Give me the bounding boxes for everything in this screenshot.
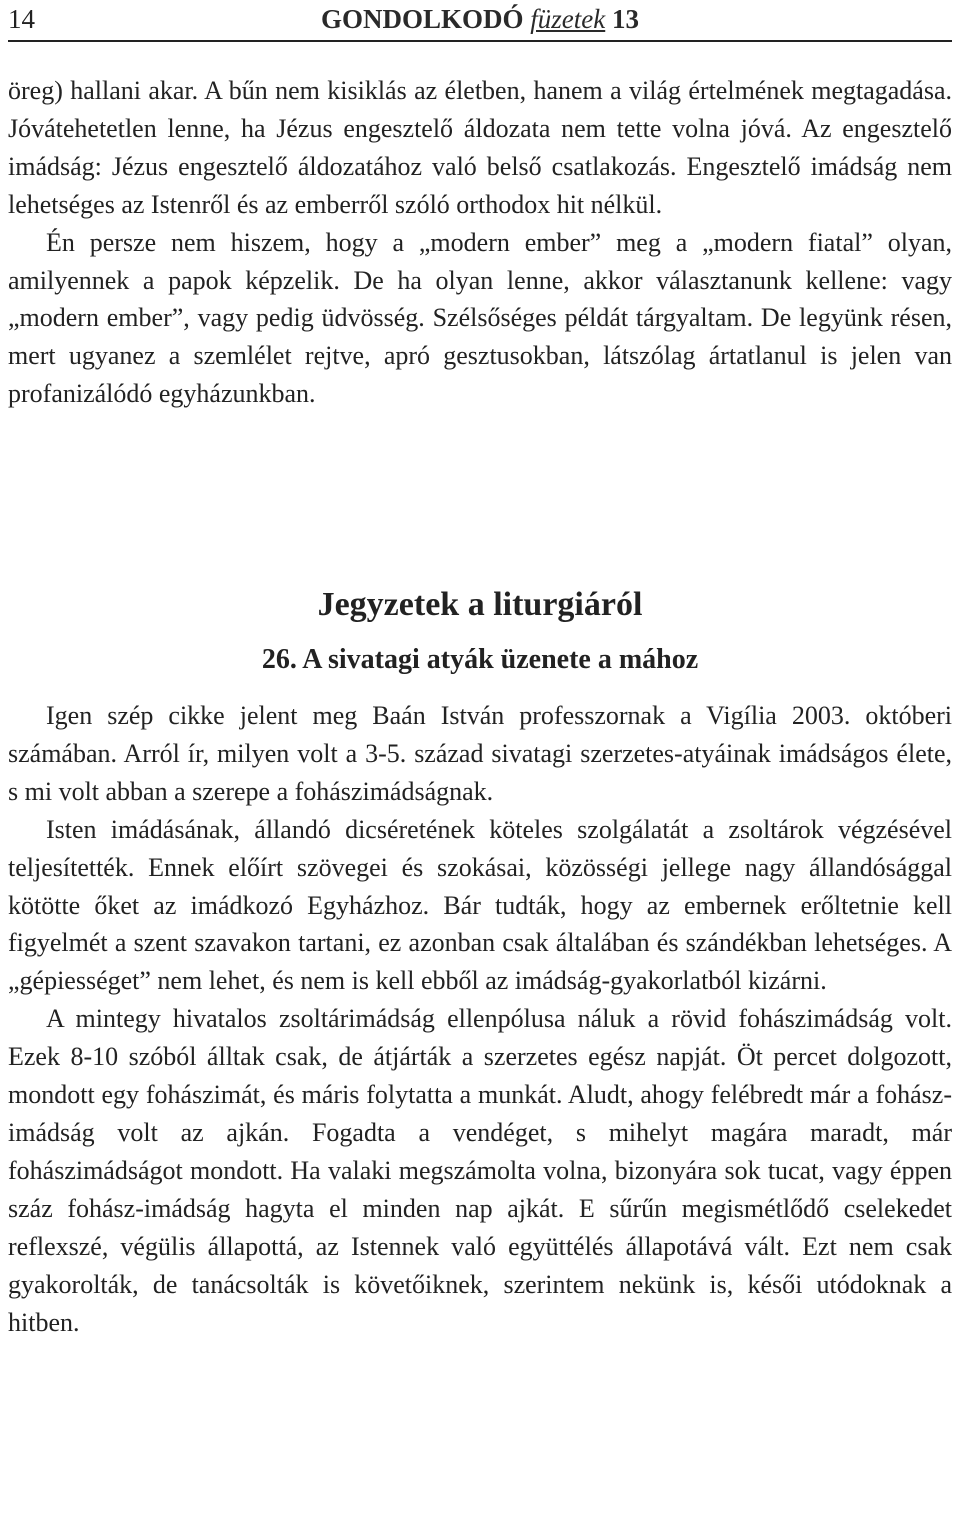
- paragraph: A mintegy hivatalos zsoltárimádság ellenpólusa náluk a rövid fohászimádság volt. Ezek 8-10 szóból álltak csak, de átjárták a szerzetes egész napját. Öt percet dolgozott, mondott egy fohászimát, és máris folytatta a munkát. Aludt, ahogy felébredt már a fohász-imádság volt az ajkán. Fogadta a vendéget, s mihelyt magára maradt, már fohászimádságot mondott. Ha valaki megszámolta volna, bizonyára sok tucat, vagy éppen száz fohász-imádság hagyta el minden nap ajkát. E sűrűn megismétlődő cselekedet reflexszé, végülis állapottá, az Istennek való együttélés állapotává vált. Ezt nem csak gyakorolták, de tanácsolták is követőiknek, szerintem nekünk is, késői utódoknak a hitben.: [8, 1004, 952, 1337]
- paragraph: Én persze nem hiszem, hogy a „modern ember” meg a „modern fiatal” olyan, amilyennek a papok képzelik. De ha olyan lenne, akkor választanunk kellene: vagy „modern ember”, vagy pedig üdvösség. Szélsőséges példát tárgyaltam. De legyünk résen, mert ugyanez a szemlélet rejtve, apró gesztusokban, látszólag ártatlanul is jelen van profanizálódó egyházunkban.: [8, 227, 952, 409]
- document-page: [8, 0, 952, 1337]
- journal-title: GONDOLKODÓ: [321, 4, 524, 34]
- section-title: Jegyzetek a liturgiáról: [317, 586, 643, 623]
- section-subtitle: 26. A sivatagi atyák üzenete a mához: [261, 644, 699, 675]
- intro-text: [8, 72, 952, 413]
- section-body: [8, 697, 952, 1341]
- running-head: [8, 2, 952, 36]
- paragraph: Igen szép cikke jelent meg Baán István professzornak a Vigília 2003. októberi számában. Arról ír, milyen volt a 3-5. század sivatagi szerzetes-atyáinak imádságos élete, s mi volt abban a szerepe a fohászimádságnak.: [8, 701, 952, 806]
- issue-number: 13: [611, 4, 639, 34]
- page-header: [8, 0, 952, 42]
- page-number: 14: [8, 4, 35, 34]
- paragraph: Isten imádásának, állandó dicséretének köteles szolgálatát a zsoltárok végzésével teljesítették. Ennek előírt szövegei és szokásai, közösségi jellege nagy állandósággal kötötte őket az imádkozó Egyházhoz. Bár tudták, hogy az embernek erőltetnie kell figyelmét a szent szavakon tartani, ez azonban csak általában és szándékban lehetséges. A „gépiességet” nem lehet, és nem is kell ebből az imádság-gyakorlatból kizárni.: [8, 814, 952, 996]
- journal-series: füzetek: [530, 4, 606, 34]
- paragraph: öreg) hallani akar. A bűn nem kisiklás az életben, hanem a világ értelmének megtagadása. Jóvátehetetlen lenne, ha Jézus engesztelő áldozata nem tette volna jóvá. Az engesztelő imádság: Jézus engesztelő áldozatához való belső csatlakozás. Engesztelő imádság nem lehetséges az Istenről és az emberről szóló orthodox hit nélkül.: [8, 76, 952, 219]
